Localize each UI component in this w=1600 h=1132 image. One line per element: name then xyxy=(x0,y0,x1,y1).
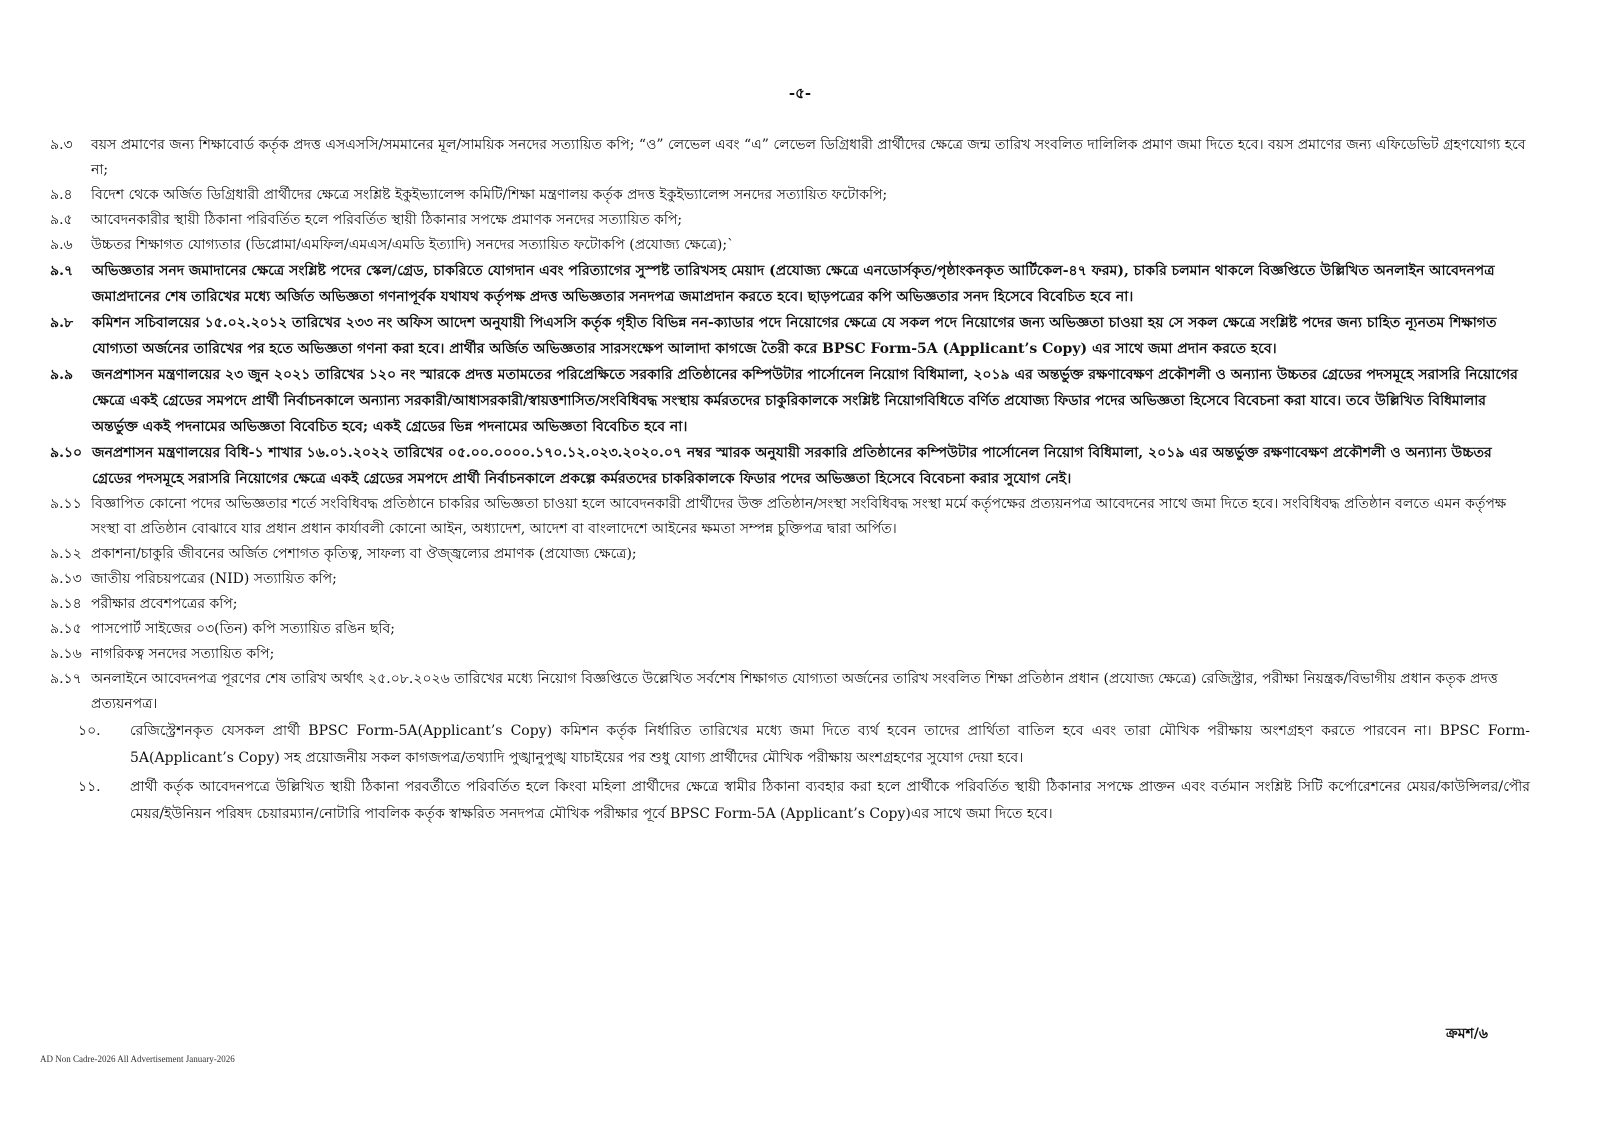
clause-number: ৯.৪ xyxy=(50,187,73,203)
clause-text: জনপ্রশাসন মন্ত্রণালয়ের ২৩ জুন ২০২১ তারিখের ১২০ নং স্মারকে প্রদত্ত মতামতের পরিপ্রেক্ষিতে সরকারি প্রতিষ্ঠানের কম্পিউটার পার্সোনেল নিয়োগ বিধিমালা, ২০১৯ এর অন্তর্ভুক্ত রক্ষণাবেক্ষণ প্রকৌশলী ও অন্যান্য উচ্চতর গ্রেডের পদসমূহে সরাসরি নিয়োগের ক্ষেত্রে একই গ্রেডের সমপদে প্রার্থী নির্বাচনকালে অন্যান্য সরকারী/আধাসরকারী/স্বায়ত্তশাসিত/সংবিধিবদ্ধ সংস্থায় কর্মরতদের চাকুরিকালকে সংশ্লিষ্ট নিয়োগবিধিতে বর্ণিত প্রযোজ্য ফিডার পদের অভিজ্ঞতা হিসেবে বিবেচনা করা যাবে। তবে উল্লিখিত বিধিমালার অন্তর্ভুক্ত একই পদনামের অভিজ্ঞতা বিবেচিত হবে; একই গ্রেডের ভিন্ন পদনামের অভিজ্ঞতা বিবেচিত হবে না। xyxy=(92,367,1518,435)
clause-number: ৯.৭ xyxy=(50,263,74,279)
section-number: ১১. xyxy=(78,779,101,795)
clause-number: ৯.৮ xyxy=(50,315,74,331)
clause-number: ৯.৫ xyxy=(50,212,73,228)
clause-text: কমিশন সচিবালয়ের ১৫.০২.২০১২ তারিখের ২৩৩ নং অফিস আদেশ অনুযায়ী পিএসসি কর্তৃক গৃহীত বিভিন্ন নন-ক্যাডার পদে নিয়োগের ক্ষেত্রে যে সকল পদে নিয়োগের জন্য অভিজ্ঞতা চাওয়া হয় সে সকল ক্ষেত্রে সংশ্লিষ্ট পদের জন্য চাহিত ন্যূনতম শিক্ষাগত যোগ্যতা অর্জনের তারিখের পর হতে অভিজ্ঞতা গণনা করা হবে। প্রার্থীর অর্জিত অভিজ্ঞতার সারসংক্ষেপ আলাদা কাগজে তৈরী করে BPSC Form-5A (Applicant’s Copy) এর সাথে জমা প্রদান করতে হবে। xyxy=(92,315,1497,357)
clause-9-11 xyxy=(50,492,1530,542)
clause-text: বিজ্ঞাপিত কোনো পদের অভিজ্ঞতার শর্তে সংবিধিবদ্ধ প্রতিষ্ঠানে চাকরির অভিজ্ঞতা চাওয়া হলে আবেদনকারী প্রার্থীদের উক্ত প্রতিষ্ঠান/সংস্থা সংবিধিবদ্ধ সংস্থা মর্মে কর্তৃপক্ষের প্রত্যয়নপত্র আবেদনের সাথে জমা দিতে হবে। সংবিধিবদ্ধ প্রতিষ্ঠান বলতে এমন কর্তৃপক্ষ সংস্থা বা প্রতিষ্ঠান বোঝাবে যার প্রধান প্রধান কার্যাবলী কোনো আইন, অধ্যাদেশ, আদেশ বা বাংলাদেশে আইনের ক্ষমতা সম্পন্ন চুক্তিপত্র দ্বারা অর্পিত। xyxy=(91,496,1507,537)
clause-text: জাতীয় পরিচয়পত্রের (NID) সত্যায়িত কপি; xyxy=(91,571,337,587)
clause-text: বিদেশ থেকে অর্জিত ডিগ্রিধারী প্রার্থীদের ক্ষেত্রে সংশ্লিষ্ট ইকুইভ্যালেন্স কমিটি/শিক্ষা মন্ত্রণালয় কর্তৃক প্রদত্ত ইকুইভ্যালেন্স সনদের সত্যায়িত ফটোকপি; xyxy=(91,187,888,203)
clause-9-10 xyxy=(50,440,1530,492)
clause-9-14 xyxy=(50,592,1530,617)
section-11 xyxy=(78,774,1530,828)
clause-text: পরীক্ষার প্রবেশপত্রের কপি; xyxy=(91,596,238,612)
clause-number: ৯.৩ xyxy=(50,137,73,153)
clause-number: ৯.১২ xyxy=(50,546,82,562)
clause-9-3 xyxy=(50,133,1530,183)
clause-number: ৯.১৭ xyxy=(50,671,82,687)
clause-text: বয়স প্রমাণের জন্য শিক্ষাবোর্ড কর্তৃক প্রদত্ত এসএসসি/সমমানের মূল/সাময়িক সনদের সত্যায়িত কপি; “ও” লেভেল এবং “এ” লেভেল ডিগ্রিধারী প্রার্থীদের ক্ষেত্রে জন্ম তারিখ সংবলিত দালিলিক প্রমাণ জমা দিতে হবে। বয়স প্রমাণের জন্য এফিডেভিট গ্রহণযোগ্য হবে না; xyxy=(91,137,1526,178)
clause-number: ৯.১৬ xyxy=(50,646,82,662)
continued-label: ক্রমশ/৬ xyxy=(1446,1026,1488,1042)
clause-9-6 xyxy=(50,233,1530,258)
clause-9-12 xyxy=(50,542,1530,567)
clause-number: ৯.৯ xyxy=(50,367,74,383)
clause-text: অনলাইনে আবেদনপত্র পূরণের শেষ তারিখ অর্থাৎ ২৫.০৮.২০২৬ তারিখের মধ্যে নিয়োগ বিজ্ঞপ্তিতে উল্লেখিত সর্বশেষ শিক্ষাগত যোগ্যতা অর্জনের তারিখ সংবলিত শিক্ষা প্রতিষ্ঠান প্রধান (প্রযোজ্য ক্ষেত্রে) রেজিস্ট্রার, পরীক্ষা নিয়ন্ত্রক/বিভাগীয় প্রধান কতৃক প্রদত্ত প্রত্যয়নপত্র। xyxy=(91,671,1498,712)
clause-text: প্রকাশনা/চাকুরি জীবনের অর্জিত পেশাগত কৃতিত্ব, সাফল্য বা ঔজ্জ্বল্যের প্রমাণক (প্রযোজ্য ক্ষেত্রে); xyxy=(91,546,637,562)
footer-note: AD Non Cadre-2026 All Advertisement January-2026 xyxy=(40,1054,235,1064)
clause-9-4 xyxy=(50,183,1530,208)
clause-text: অভিজ্ঞতার সনদ জমাদানের ক্ষেত্রে সংশ্লিষ্ট পদের স্কেল/গ্রেড, চাকরিতে যোগদান এবং পরিত্যাগের সুস্পষ্ট তারিখসহ মেয়াদ (প্রযোজ্য ক্ষেত্রে এনডোর্সকৃত/পৃষ্ঠাংকনকৃত আর্টিকেল-৪৭ ফরম), চাকরি চলমান থাকলে বিজ্ঞপ্তিতে উল্লিখিত অনলাইন আবেদনপত্র জমাপ্রদানের শেষ তারিখের মধ্যে অর্জিত অভিজ্ঞতা গণনাপূর্বক যথাযথ কর্তৃপক্ষ প্রদত্ত অভিজ্ঞতার সনদপত্র জমাপ্রদান করতে হবে। ছাড়পত্রের কপি অভিজ্ঞতার সনদ হিসেবে বিবেচিত হবে না। xyxy=(92,263,1495,305)
section-10 xyxy=(78,718,1530,772)
section-text: প্রার্থী কর্তৃক আবেদনপত্রে উল্লিখিত স্থায়ী ঠিকানা পরবর্তীতে পরিবর্তিত হলে কিংবা মহিলা প্রার্থীদের ক্ষেত্রে স্বামীর ঠিকানা ব্যবহার করা হলে প্রার্থীকে পরিবর্তিত স্থায়ী ঠিকানার সপক্ষে প্রাক্তন এবং বর্তমান সংশ্লিষ্ট সিটি কর্পোরেশনের মেয়র/কাউন্সিলর/পৌর মেয়র/ইউনিয়ন পরিষদ চেয়ারম্যান/নোটারি পাবলিক কর্তৃক স্বাক্ষরিত সনদপত্র মৌখিক পরীক্ষার পূর্বে BPSC Form-5A (Applicant’s Copy)এর সাথে জমা দিতে হবে। xyxy=(130,779,1530,822)
clause-number: ৯.৬ xyxy=(50,237,73,253)
clause-number: ৯.১৫ xyxy=(50,621,82,637)
clause-text: আবেদনকারীর স্থায়ী ঠিকানা পরিবর্তিত হলে পরিবর্তিত স্থায়ী ঠিকানার সপক্ষে প্রমাণক সনদের সত্যায়িত কপি; xyxy=(91,212,683,228)
section-number: ১০. xyxy=(78,723,101,739)
clause-number: ৯.১৪ xyxy=(50,596,82,612)
clause-9-16 xyxy=(50,642,1530,667)
page-number: -৫- xyxy=(788,84,812,102)
clause-number: ৯.১০ xyxy=(50,445,83,461)
clause-9-8 xyxy=(50,310,1530,362)
clause-9-15 xyxy=(50,617,1530,642)
clause-9-9 xyxy=(50,362,1530,440)
clause-number: ৯.১৩ xyxy=(50,571,82,587)
section-text: রেজিস্ট্রেশনকৃত যেসকল প্রার্থী BPSC Form-5A(Applicant’s Copy) কমিশন কর্তৃক নির্ধারিত তারিখের মধ্যে জমা দিতে ব্যর্থ হবেন তাদের প্রার্থিতা বাতিল হবে এবং তারা মৌখিক পরীক্ষায় অংশগ্রহণ করতে পারবেন না। BPSC Form-5A(Applicant’s Copy) সহ প্রয়োজনীয় সকল কাগজপত্র/তথ্যাদি পুঙ্খানুপুঙ্খ যাচাইয়ের পর শুধু যোগ্য প্রার্থীদের মৌখিক পরীক্ষায় অংশগ্রহণের সুযোগ দেয়া হবে। xyxy=(130,723,1530,766)
clause-9-13 xyxy=(50,567,1530,592)
clause-text: পাসপোর্ট সাইজের ০৩(তিন) কপি সত্যায়িত রঙিন ছবি; xyxy=(91,621,396,637)
clause-text: নাগরিকত্ব সনদের সত্যায়িত কপি; xyxy=(91,646,275,662)
clause-text: জনপ্রশাসন মন্ত্রণালয়ের বিধি-১ শাখার ১৬.০১.২০২২ তারিখের ০৫.০০.০০০০.১৭০.১২.০২৩.২০২০.০৭ নম্বর স্মারক অনুযায়ী সরকারি প্রতিষ্ঠানের কম্পিউটার পার্সোনেল নিয়োগ বিধিমালা, ২০১৯ এর অন্তর্ভুক্ত রক্ষণাবেক্ষণ প্রকৌশলী ও অন্যান্য উচ্চতর গ্রেডের পদসমূহে সরাসরি নিয়োগের ক্ষেত্রে একই গ্রেডের সমপদে প্রার্থী নির্বাচনকালে প্রকল্পে কর্মরতদের চাকরিকালকে ফিডার পদের অভিজ্ঞতা হিসেবে বিবেচনা করার সুযোগ নেই। xyxy=(92,445,1492,487)
document-body xyxy=(50,133,1530,828)
clause-number: ৯.১১ xyxy=(50,496,82,512)
clause-9-5 xyxy=(50,208,1530,233)
clause-9-17 xyxy=(50,667,1530,717)
clause-9-7 xyxy=(50,258,1530,310)
clause-text: উচ্চতর শিক্ষাগত যোগ্যতার (ডিপ্লোমা/এমফিল/এমএস/এমডি ইত্যাদি) সনদের সত্যায়িত ফটোকপি (প্রযোজ্য ক্ষেত্রে);` xyxy=(91,237,735,253)
